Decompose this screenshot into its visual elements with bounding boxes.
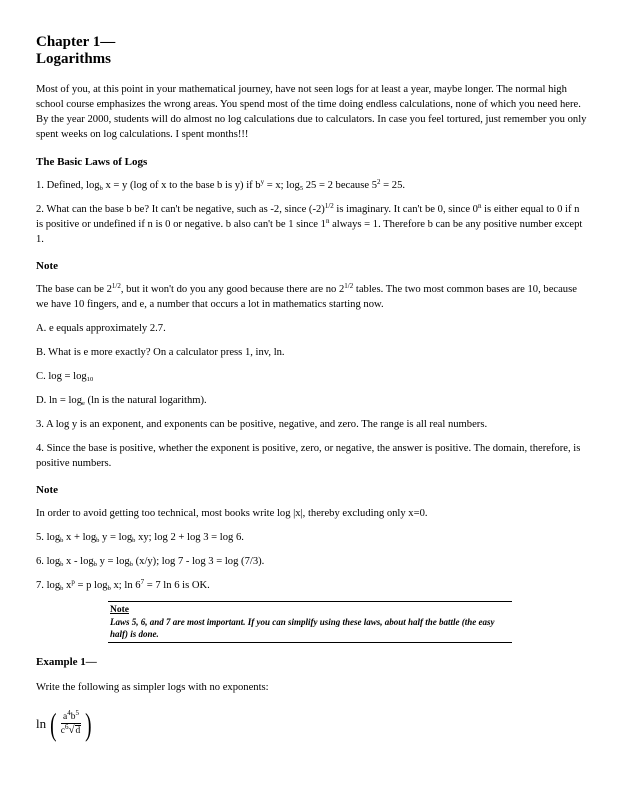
example-instruction: Write the following as simpler logs with no exponents: <box>36 682 269 693</box>
item-b: B. What is e more exactly? On a calculator press 1, inv, ln. <box>36 347 285 358</box>
log-expression <box>36 706 588 742</box>
law-7: 7. $\log_b x^p = p$ $\log_b x$; $\ln 6^7 = 7$ ln 6 is OK. <box>36 578 210 592</box>
note-box-title: Note <box>110 605 129 615</box>
item-a: A. e equals approximately 2.7. <box>36 323 166 334</box>
law-4: 4. Since the base is positive, whether the exponent is positive, zero, or negative, the answer is positive. The domain, therefore, is positive numbers. <box>36 443 581 469</box>
note-heading-1: Note <box>36 260 58 272</box>
ln-symbol: ln <box>36 716 47 731</box>
document-page <box>36 34 588 742</box>
chapter-title <box>36 34 588 68</box>
note-heading-2: Note <box>36 484 58 496</box>
left-paren: ( <box>50 706 57 742</box>
fraction <box>59 709 84 736</box>
square-root: √ d <box>68 724 81 736</box>
item-c: C. $\log = \log_{10}$ <box>36 371 94 383</box>
note-1-paragraph: The base can be $2^{1/2}$, but it won't do you any good because there are no $2^{1/2}$ tables. The two most common bases are 10, because we have 10 fingers, and e, a number that occurs a lot in mathematics starting now. <box>36 282 577 310</box>
basic-laws-heading: The Basic Laws of Logs <box>36 156 148 168</box>
note-box-text: Laws 5, 6, and 7 are most important. If you can simplify using these laws, about half the battle (the easy half) is done. <box>110 617 495 639</box>
example-heading: Example 1— <box>36 656 97 668</box>
law-6: 6. $\log_b x - \log_b y = \log_b (x/y)$; log 7 - log 3 = log (7/3). <box>36 556 265 568</box>
chapter-name: Logarithms <box>36 51 111 67</box>
item-d: D. $\ln = \log_e (\ln$ is the natural logarithm). <box>36 395 207 407</box>
note-box <box>108 601 512 643</box>
right-paren: ) <box>85 706 92 742</box>
law-2: 2. What can the base b be? It can't be negative, such as -2, since $(-2)^{1/2}$ is imaginary. It can't be 0, since 0$^n$ is either equal to 0 if n is positive or undefined if n is 0 or negative. b also can't be 1 since 1$^n$ always = 1. Therefore b can be any positive number except 1. <box>36 202 583 245</box>
fraction-numerator: $a^4b^5$ <box>63 709 80 722</box>
law-5: 5. $\log_b x + \log_b y = \log_b$ xy; log 2 + log 3 = log 6. <box>36 532 244 544</box>
law-3: 3. A log y is an exponent, and exponents can be positive, negative, and zero. The range is all real numbers. <box>36 419 488 430</box>
chapter-number: Chapter 1— <box>36 34 116 50</box>
note-2-paragraph: In order to avoid getting too technical, most books write log |x|, thereby excluding only x=0. <box>36 508 428 519</box>
law-1: 1. Defined, $\log_b x = y$ (log of x to the base b is y) if $b^y = x$; $\log_5 25 = 2$ because $5^2 = 25$. <box>36 178 406 192</box>
intro-paragraph: Most of you, at this point in your mathematical journey, have not seen logs for at least a year, maybe longer. The normal high school course emphasizes the wrong areas. You spend most of the time doing endless calculations, none of which you need here. By the year 2000, students will do almost no log calculations due to calculators. In case you feel tortured, just remember you only spent weeks on log calculations. I spent months!!! <box>36 84 587 140</box>
radical-icon: √ <box>68 724 75 736</box>
fraction-denominator: $c^6$ √ d <box>60 723 81 736</box>
